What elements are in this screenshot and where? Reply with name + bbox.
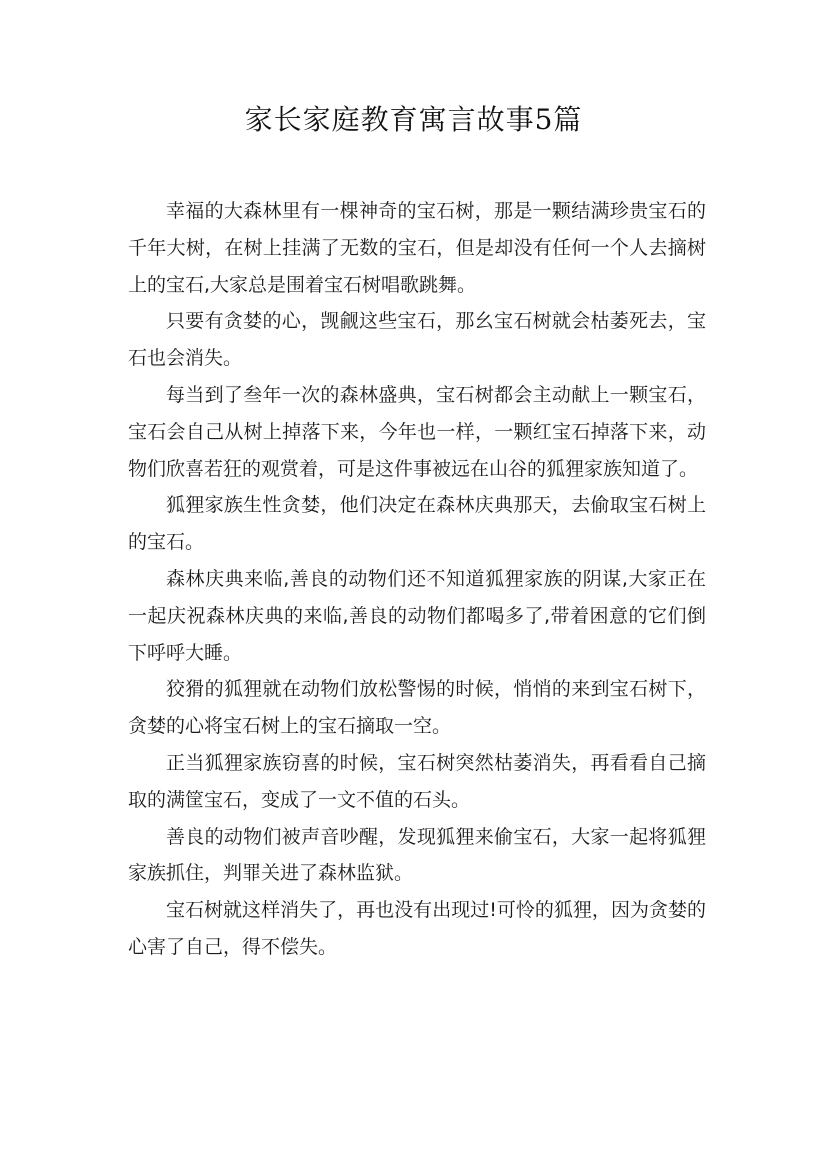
paragraph: 正当狐狸家族窃喜的时候，宝石树突然枯萎消失，再看看自己摘取的满筐宝石，变成了一文不值的石头。	[128, 751, 706, 811]
paragraph: 森林庆典来临,善良的动物们还不知道狐狸家族的阴谋,大家正在一起庆祝森林庆典的来临,善良的动物们都喝多了,带着困意的它们倒下呼呼大睡。	[128, 567, 706, 664]
paragraph: 幸福的大森林里有一棵神奇的宝石树，那是一颗结满珍贵宝石的千年大树，在树上挂满了无数的宝石，但是却没有任何一个人去摘树上的宝石,大家总是围着宝石树唱歌跳舞。	[128, 200, 706, 296]
paragraph: 只要有贪婪的心，觊觎这些宝石，那幺宝石树就会枯萎死去，宝石也会消失。	[128, 310, 706, 370]
paragraph: 善良的动物们被声音吵醒，发现狐狸来偷宝石，大家一起将狐狸家族抓住，判罪关进了森林监狱。	[128, 825, 706, 885]
document-title: 家长家庭教育寓言故事5篇	[244, 103, 583, 136]
paragraph: 每当到了叁年一次的森林盛典，宝石树都会主动献上一颗宝石，宝石会自己从树上掉落下来，今年也一样，一颗红宝石掉落下来，动物们欣喜若狂的观赏着，可是这件事被远在山谷的狐狸家族知道了。	[128, 383, 706, 480]
paragraph: 狐狸家族生性贪婪，他们决定在森林庆典那天，去偷取宝石树上的宝石。	[128, 494, 706, 554]
paragraph: 狡猾的狐狸就在动物们放松警惕的时候，悄悄的来到宝石树下，贪婪的心将宝石树上的宝石摘取一空。	[128, 678, 706, 738]
document-body	[128, 193, 706, 966]
paragraph: 宝石树就这样消失了，再也没有出现过!可怜的狐狸，因为贪婪的心害了自己，得不偿失。	[128, 899, 706, 958]
